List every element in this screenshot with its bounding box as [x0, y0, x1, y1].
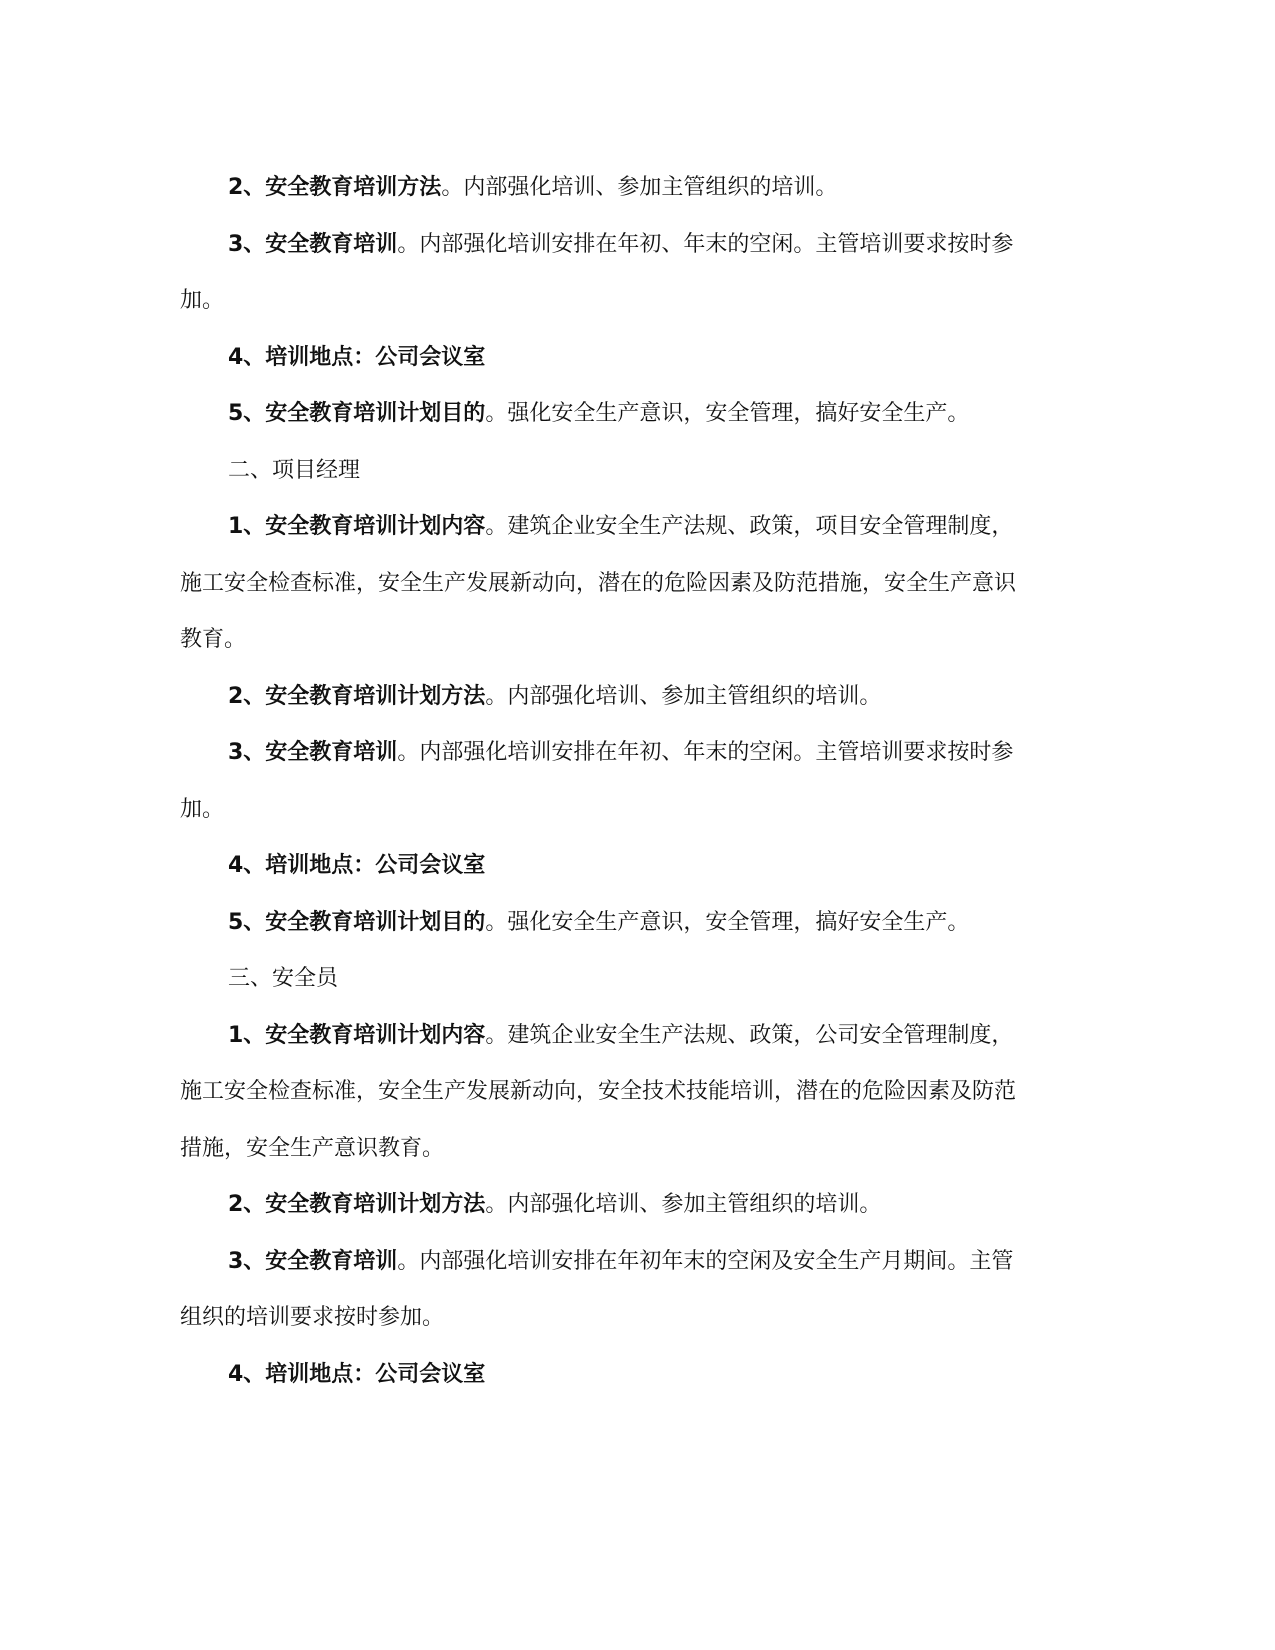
paragraph-text: 。强化安全生产意识，安全管理，搞好安全生产。: [485, 909, 970, 935]
paragraph-text: 。内部强化培训、参加主管组织的培训。: [441, 175, 838, 200]
paragraph-heading: 4、培训地点：公司会议室: [228, 1361, 486, 1387]
paragraph-heading: 2、安全教育培训计划方法: [228, 1192, 486, 1217]
paragraph-heading: 4、培训地点：公司会议室: [228, 344, 486, 370]
paragraph-heading: 3、安全教育培训: [228, 740, 398, 765]
document-body: [180, 160, 1035, 1403]
paragraph: [180, 160, 1035, 217]
paragraph-heading: 3、安全教育培训: [228, 231, 398, 257]
paragraph-text: 。建筑企业安全生产法规、政策，项目安全管理制度，施工安全检查标准，安全生产发展新动向，潜在的危险因素及防范措施，安全生产意识教育。: [180, 514, 1017, 652]
section-title: 二、项目经理: [228, 457, 361, 483]
paragraph: [180, 669, 1035, 726]
paragraph-text: 。内部强化培训安排在年初年末的空闲及安全生产月期间。主管组织的培训要求按时参加。: [180, 1248, 1014, 1330]
paragraph-heading: 5、安全教育培训计划目的: [228, 401, 486, 426]
paragraph: [180, 725, 1035, 838]
paragraph-text: 。内部强化培训安排在年初、年末的空闲。主管培训要求按时参加。: [180, 740, 1014, 822]
paragraph: [180, 838, 1035, 895]
paragraph-text: 。强化安全生产意识，安全管理，搞好安全生产。: [485, 401, 970, 426]
paragraph: [180, 1177, 1035, 1234]
paragraph: [180, 386, 1035, 443]
paragraph-heading: 1、安全教育培训计划内容: [228, 514, 486, 539]
paragraph: [180, 895, 1035, 952]
paragraph-heading: 2、安全教育培训方法: [228, 175, 442, 200]
paragraph-heading: 4、培训地点：公司会议室: [228, 853, 486, 878]
paragraph: [180, 217, 1035, 330]
paragraph: [180, 330, 1035, 387]
paragraph-text: 。内部强化培训、参加主管组织的培训。: [485, 1192, 882, 1217]
paragraph-text: 。内部强化培训、参加主管组织的培训。: [485, 683, 882, 709]
paragraph: [180, 499, 1035, 669]
paragraph: [180, 1234, 1035, 1347]
paragraph: [180, 1008, 1035, 1178]
paragraph-heading: 1、安全教育培训计划内容: [228, 1022, 486, 1048]
paragraph-text: 。建筑企业安全生产法规、政策，公司安全管理制度，施工安全检查标准，安全生产发展新动向，安全技术技能培训，潜在的危险因素及防范措施，安全生产意识教育。: [180, 1022, 1017, 1161]
paragraph: [180, 1347, 1035, 1404]
paragraph-heading: 2、安全教育培训计划方法: [228, 683, 486, 709]
paragraph-heading: 3、安全教育培训: [228, 1248, 398, 1274]
section-title: 三、安全员: [228, 966, 339, 991]
paragraph-text: 。内部强化培训安排在年初、年末的空闲。主管培训要求按时参加。: [180, 231, 1014, 313]
paragraph-heading: 5、安全教育培训计划目的: [228, 909, 486, 935]
